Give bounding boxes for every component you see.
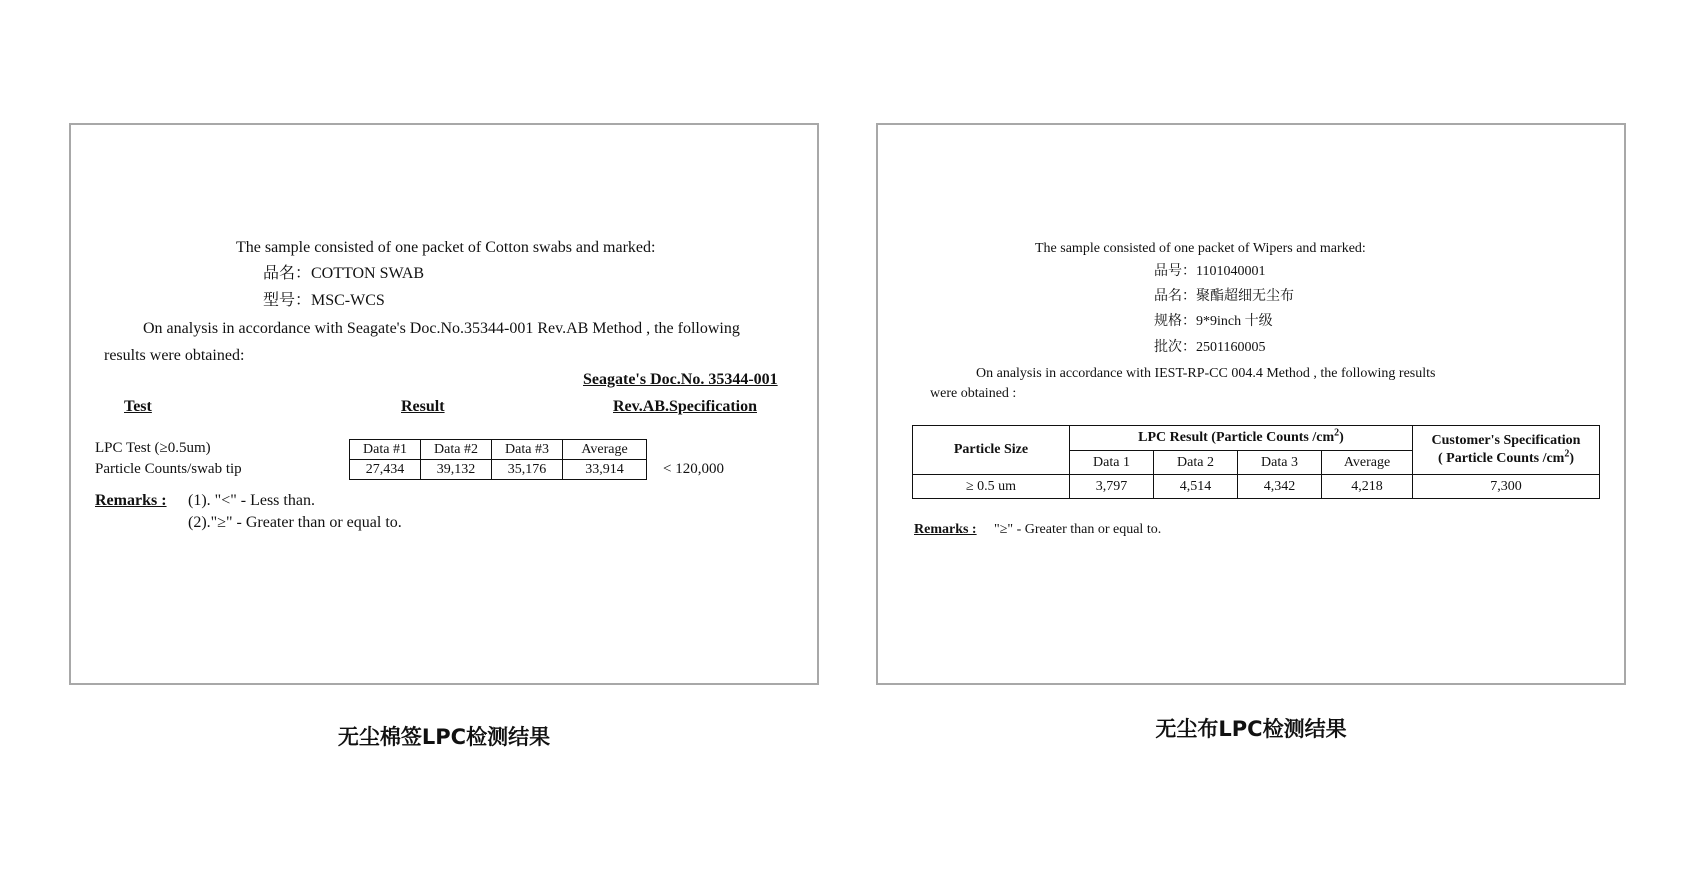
intro-text: The sample consisted of one packet of Wipers and marked: bbox=[1035, 241, 1366, 256]
close-paren: ) bbox=[1339, 430, 1344, 445]
remarks-label: Remarks : bbox=[95, 492, 167, 509]
header-data-2: Data #2 bbox=[421, 440, 492, 460]
analysis-line-2: were obtained : bbox=[930, 386, 1017, 401]
header-average: Average bbox=[563, 440, 647, 460]
spec-column-heading: Rev.AB.Specification bbox=[613, 398, 757, 415]
subheader-data-1: Data 1 bbox=[1070, 451, 1154, 475]
table-header-row bbox=[913, 426, 1600, 451]
subheader-average: Average bbox=[1322, 451, 1413, 475]
table-row bbox=[350, 460, 647, 480]
analysis-line-1: On analysis in accordance with Seagate's Doc.No.35344-001 Rev.AB Method , the following bbox=[143, 320, 740, 337]
test-column-heading: Test bbox=[124, 398, 152, 415]
batch-line: 批次：2501160005 bbox=[1154, 340, 1266, 355]
value-data-2: 39,132 bbox=[421, 460, 492, 480]
lpc-result-header-text: LPC Result (Particle Counts /cm bbox=[1138, 430, 1335, 445]
remarks-label: Remarks : bbox=[914, 522, 977, 537]
subheader-data-2: Data 2 bbox=[1154, 451, 1238, 475]
intro-text: The sample consisted of one packet of Cotton swabs and marked: bbox=[236, 239, 656, 256]
particle-size-header: Particle Size bbox=[913, 426, 1070, 475]
subheader-data-3: Data 3 bbox=[1238, 451, 1322, 475]
header-data-3: Data #3 bbox=[492, 440, 563, 460]
table-row bbox=[913, 475, 1600, 499]
item-number-line: 品号：1101040001 bbox=[1154, 264, 1266, 279]
value-data-1: 27,434 bbox=[350, 460, 421, 480]
model-line: 型号：MSC-WCS bbox=[263, 292, 385, 309]
lpc-test-label: LPC Test (≥0.5um) bbox=[95, 440, 211, 456]
customer-spec-header-line-1: Customer's Specification bbox=[1431, 433, 1581, 448]
customer-spec-header bbox=[1413, 426, 1600, 475]
remark-1: (1). "<" - Less than. bbox=[188, 492, 315, 509]
row-customer-spec: 7,300 bbox=[1413, 475, 1600, 499]
result-table bbox=[349, 439, 647, 480]
particle-counts-label: Particle Counts/swab tip bbox=[95, 461, 242, 477]
lpc-result-table bbox=[912, 425, 1600, 499]
remark: "≥" - Greater than or equal to. bbox=[994, 522, 1162, 537]
result-column-heading: Result bbox=[401, 398, 445, 415]
row-average: 4,218 bbox=[1322, 475, 1413, 499]
spec-line: 规格：9*9inch 十级 bbox=[1154, 314, 1273, 329]
analysis-line-1: On analysis in accordance with IEST-RP-CC 004.4 Method , the following results bbox=[976, 366, 1436, 381]
cotton-swab-caption: 无尘棉签LPC检测结果 bbox=[337, 725, 551, 749]
wiper-caption: 无尘布LPC检测结果 bbox=[1155, 717, 1347, 741]
product-name-line: 品名：聚酯超细无尘布 bbox=[1154, 289, 1294, 304]
row-data-2: 4,514 bbox=[1154, 475, 1238, 499]
cotton-swab-report-panel bbox=[69, 123, 819, 685]
close-paren-b: ) bbox=[1569, 451, 1575, 466]
row-data-3: 4,342 bbox=[1238, 475, 1322, 499]
product-name-line: 品名：COTTON SWAB bbox=[263, 265, 425, 282]
analysis-line-2: results were obtained: bbox=[104, 347, 245, 364]
value-average: 33,914 bbox=[563, 460, 647, 480]
table-header-row bbox=[350, 440, 647, 460]
customer-spec-header-text: ( Particle Counts /cm bbox=[1437, 451, 1565, 466]
row-data-1: 3,797 bbox=[1070, 475, 1154, 499]
remark-2: (2)."≥" - Greater than or equal to. bbox=[188, 514, 402, 531]
header-data-1: Data #1 bbox=[350, 440, 421, 460]
spec-doc-heading: Seagate's Doc.No. 35344-001 bbox=[583, 371, 778, 388]
wiper-report-panel bbox=[876, 123, 1626, 685]
superscript-2: 2 bbox=[1334, 427, 1340, 439]
value-data-3: 35,176 bbox=[492, 460, 563, 480]
customer-spec-header-line-2 bbox=[1413, 450, 1599, 468]
spec-value: < 120,000 bbox=[663, 461, 724, 477]
lpc-result-header bbox=[1070, 426, 1413, 451]
superscript-2b: 2 bbox=[1564, 448, 1570, 460]
row-particle-size: ≥ 0.5 um bbox=[913, 475, 1070, 499]
